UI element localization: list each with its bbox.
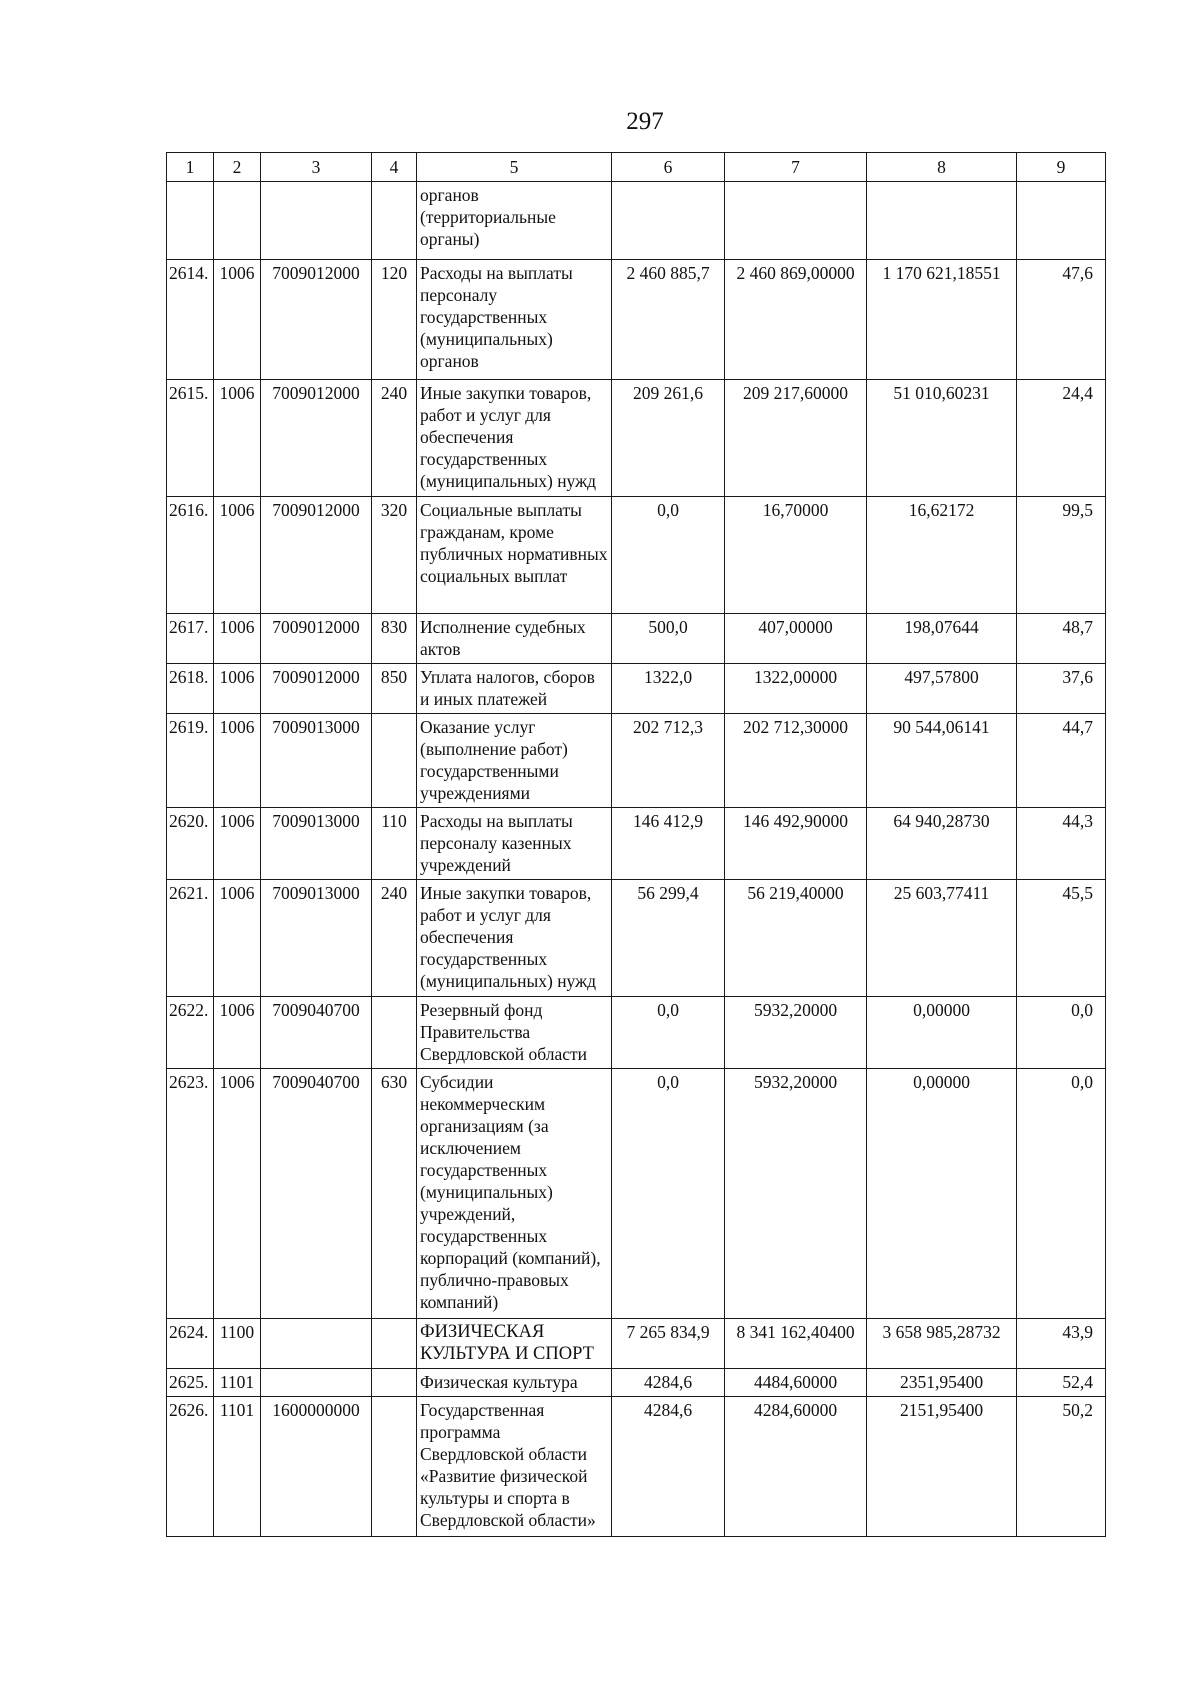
table-row: [167, 380, 1106, 497]
approved-amount: 7 265 834,9: [612, 1319, 725, 1369]
target-item-code: 7009012000: [261, 497, 372, 614]
execution-percent: 43,9: [1017, 1319, 1106, 1369]
header-cell: 1: [167, 153, 214, 182]
table-row: [167, 614, 1106, 664]
target-item-code: 7009012000: [261, 664, 372, 714]
executed-amount: 51 010,60231: [867, 380, 1017, 497]
item-name: Оказание услуг (выполнение работ) государственными учреждениями: [417, 714, 612, 808]
table-row: [167, 497, 1106, 614]
approved-amount: 56 299,4: [612, 880, 725, 997]
section-code: 1006: [214, 808, 261, 880]
budget-list-amount: [725, 182, 867, 260]
table-row: [167, 1319, 1106, 1369]
target-item-code: 7009013000: [261, 808, 372, 880]
execution-percent: 48,7: [1017, 614, 1106, 664]
expense-type-code: 110: [372, 808, 417, 880]
expense-type-code: 830: [372, 614, 417, 664]
executed-amount: 1 170 621,18551: [867, 260, 1017, 380]
section-code: 1006: [214, 497, 261, 614]
approved-amount: 0,0: [612, 497, 725, 614]
header-cell: 9: [1017, 153, 1106, 182]
budget-list-amount: 5932,20000: [725, 997, 867, 1069]
table-row: [167, 997, 1106, 1069]
execution-percent: 24,4: [1017, 380, 1106, 497]
expense-type-code: 850: [372, 664, 417, 714]
section-code: 1006: [214, 380, 261, 497]
section-code: 1006: [214, 614, 261, 664]
item-name: ФИЗИЧЕСКАЯ КУЛЬТУРА И СПОРТ: [417, 1319, 612, 1369]
table-row: [167, 182, 1106, 260]
execution-percent: 44,7: [1017, 714, 1106, 808]
executed-amount: 64 940,28730: [867, 808, 1017, 880]
target-item-code: 7009013000: [261, 880, 372, 997]
table-row: [167, 880, 1106, 997]
execution-percent: 37,6: [1017, 664, 1106, 714]
executed-amount: [867, 182, 1017, 260]
row-number: 2619.: [167, 714, 214, 808]
executed-amount: 497,57800: [867, 664, 1017, 714]
budget-list-amount: 16,70000: [725, 497, 867, 614]
expense-type-code: 240: [372, 880, 417, 997]
approved-amount: 0,0: [612, 1069, 725, 1319]
execution-percent: 0,0: [1017, 1069, 1106, 1319]
target-item-code: 1600000000: [261, 1397, 372, 1537]
item-name: Исполнение судебных актов: [417, 614, 612, 664]
executed-amount: 0,00000: [867, 997, 1017, 1069]
target-item-code: 7009012000: [261, 260, 372, 380]
target-item-code: [261, 1369, 372, 1397]
budget-list-amount: 4284,60000: [725, 1397, 867, 1537]
item-name: Расходы на выплаты персоналу казенных учреждений: [417, 808, 612, 880]
item-name: Расходы на выплаты персоналу государственных (муниципальных) органов: [417, 260, 612, 380]
expense-type-code: [372, 714, 417, 808]
target-item-code: 7009013000: [261, 714, 372, 808]
section-code: [214, 182, 261, 260]
row-number: 2614.: [167, 260, 214, 380]
expense-type-code: [372, 1369, 417, 1397]
expense-type-code: 120: [372, 260, 417, 380]
item-name: Иные закупки товаров, работ и услуг для обеспечения государственных (муниципальных) нужд: [417, 880, 612, 997]
header-cell: 4: [372, 153, 417, 182]
approved-amount: [612, 182, 725, 260]
target-item-code: 7009040700: [261, 1069, 372, 1319]
expense-type-code: [372, 1319, 417, 1369]
header-cell: 2: [214, 153, 261, 182]
budget-list-amount: 209 217,60000: [725, 380, 867, 497]
approved-amount: 4284,6: [612, 1397, 725, 1537]
expense-type-code: 240: [372, 380, 417, 497]
table-row: [167, 1369, 1106, 1397]
item-name: Субсидии некоммерческим организациям (за исключением государственных (муниципальных) учреждений, государственных корпораций (компаний), публично-правовых компаний): [417, 1069, 612, 1319]
executed-amount: 25 603,77411: [867, 880, 1017, 997]
executed-amount: 2151,95400: [867, 1397, 1017, 1537]
page-number: 297: [626, 108, 664, 135]
budget-list-amount: 56 219,40000: [725, 880, 867, 997]
budget-list-amount: 146 492,90000: [725, 808, 867, 880]
executed-amount: 198,07644: [867, 614, 1017, 664]
item-name: Уплата налогов, сборов и иных платежей: [417, 664, 612, 714]
row-number: 2615.: [167, 380, 214, 497]
section-code: 1006: [214, 714, 261, 808]
executed-amount: 90 544,06141: [867, 714, 1017, 808]
target-item-code: 7009012000: [261, 614, 372, 664]
expense-type-code: [372, 997, 417, 1069]
target-item-code: [261, 1319, 372, 1369]
target-item-code: 7009040700: [261, 997, 372, 1069]
table-row: [167, 808, 1106, 880]
approved-amount: 500,0: [612, 614, 725, 664]
section-code: 1100: [214, 1319, 261, 1369]
row-number: 2620.: [167, 808, 214, 880]
execution-percent: 45,5: [1017, 880, 1106, 997]
table-row: [167, 714, 1106, 808]
row-number: 2623.: [167, 1069, 214, 1319]
expense-type-code: 320: [372, 497, 417, 614]
row-number: 2624.: [167, 1319, 214, 1369]
section-code: 1006: [214, 664, 261, 714]
approved-amount: 202 712,3: [612, 714, 725, 808]
section-code: 1101: [214, 1369, 261, 1397]
item-name: Физическая культура: [417, 1369, 612, 1397]
item-name: Социальные выплаты гражданам, кроме публичных нормативных социальных выплат: [417, 497, 612, 614]
execution-percent: 47,6: [1017, 260, 1106, 380]
approved-amount: 2 460 885,7: [612, 260, 725, 380]
header-cell: 3: [261, 153, 372, 182]
item-name: Резервный фонд Правительства Свердловской области: [417, 997, 612, 1069]
section-code: 1006: [214, 1069, 261, 1319]
item-name: Государственная программа Свердловской области «Развитие физической культуры и спорта в Свердловской области»: [417, 1397, 612, 1537]
item-name: Иные закупки товаров, работ и услуг для обеспечения государственных (муниципальных) нужд: [417, 380, 612, 497]
budget-list-amount: 5932,20000: [725, 1069, 867, 1319]
expense-type-code: 630: [372, 1069, 417, 1319]
row-number: 2621.: [167, 880, 214, 997]
approved-amount: 4284,6: [612, 1369, 725, 1397]
table-row: [167, 1069, 1106, 1319]
header-cell: 5: [417, 153, 612, 182]
executed-amount: 0,00000: [867, 1069, 1017, 1319]
header-cell: 7: [725, 153, 867, 182]
expense-type-code: [372, 182, 417, 260]
header-row: [167, 153, 1106, 182]
row-number: 2618.: [167, 664, 214, 714]
table-row: [167, 1397, 1106, 1537]
budget-list-amount: 2 460 869,00000: [725, 260, 867, 380]
row-number: 2625.: [167, 1369, 214, 1397]
section-code: 1101: [214, 1397, 261, 1537]
section-code: 1006: [214, 997, 261, 1069]
budget-list-amount: 4484,60000: [725, 1369, 867, 1397]
row-number: 2616.: [167, 497, 214, 614]
execution-percent: 44,3: [1017, 808, 1106, 880]
target-item-code: [261, 182, 372, 260]
section-code: 1006: [214, 880, 261, 997]
row-number: [167, 182, 214, 260]
row-number: 2622.: [167, 997, 214, 1069]
approved-amount: 1322,0: [612, 664, 725, 714]
row-number: 2626.: [167, 1397, 214, 1537]
budget-list-amount: 202 712,30000: [725, 714, 867, 808]
approved-amount: 146 412,9: [612, 808, 725, 880]
approved-amount: 0,0: [612, 997, 725, 1069]
table-row: [167, 664, 1106, 714]
table-row: [167, 260, 1106, 380]
approved-amount: 209 261,6: [612, 380, 725, 497]
expense-type-code: [372, 1397, 417, 1537]
header-cell: 8: [867, 153, 1017, 182]
execution-percent: 99,5: [1017, 497, 1106, 614]
executed-amount: 3 658 985,28732: [867, 1319, 1017, 1369]
execution-percent: 0,0: [1017, 997, 1106, 1069]
executed-amount: 2351,95400: [867, 1369, 1017, 1397]
budget-list-amount: 1322,00000: [725, 664, 867, 714]
budget-list-amount: 8 341 162,40400: [725, 1319, 867, 1369]
row-number: 2617.: [167, 614, 214, 664]
execution-percent: 52,4: [1017, 1369, 1106, 1397]
execution-percent: [1017, 182, 1106, 260]
budget-list-amount: 407,00000: [725, 614, 867, 664]
executed-amount: 16,62172: [867, 497, 1017, 614]
section-code: 1006: [214, 260, 261, 380]
target-item-code: 7009012000: [261, 380, 372, 497]
header-cell: 6: [612, 153, 725, 182]
item-name: органов (территориальные органы): [417, 182, 612, 260]
execution-percent: 50,2: [1017, 1397, 1106, 1537]
budget-table: [166, 152, 1106, 1537]
